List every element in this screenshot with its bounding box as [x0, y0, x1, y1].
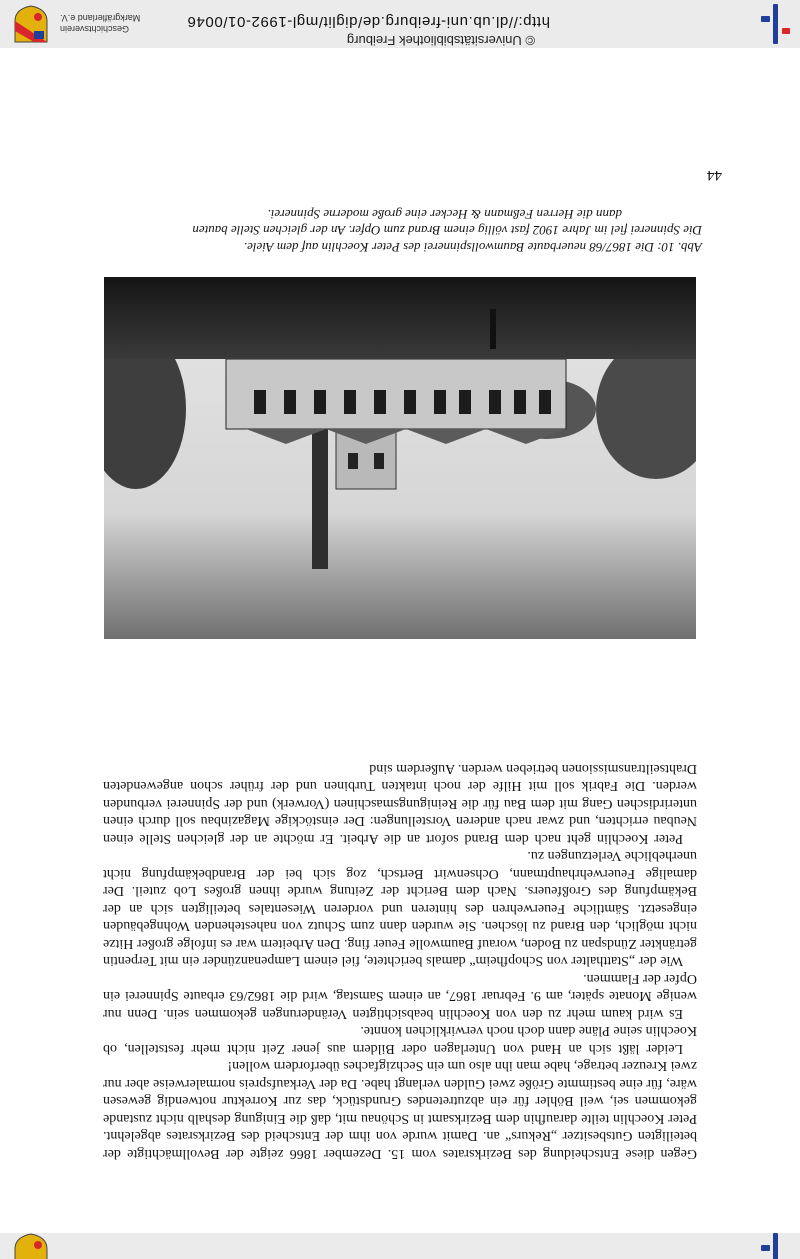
paragraph: Es wird kaum mehr zu den von Koechlin beabsichtigten Veränderungen gekommen sein. Denn nur wenige Monate später, am 9. Februar 1867, an einem Samstag, wird die 1862/63 erbaute Spinnerei ein Opfer der Flammen. [103, 971, 697, 1021]
society-crest-icon [14, 1233, 48, 1259]
library-logo-icon [756, 1233, 790, 1259]
factory-photo [104, 277, 696, 639]
library-logo-icon [756, 4, 790, 44]
library-banner [0, 0, 800, 48]
paragraph: Gegen diese Entscheidung des Bezirksrates vom 15. Dezember 1866 zeigte der Bevollmächtigte der beteiligten Gutsbesitzer „Rekurs“ an. Damit wurde von ihm der Entscheid des Bezirksrates abgelehnt. Peter Koechlin teilte daraufhin dem Bezirksamt in Schönau mit, daß die Einigung deshalb nicht zustande gekommen sei, weil Böhler für ein abzutretendes Grundstück, das zur Korrektur notwendig gewesen wäre, für eine bestimmte Größe zwei Gulden verlangt habe. Da der Verkaufspreis normalerweise aber nur zwei Kreuzer betrage, habe man ihn also um ein Sechzigfaches überfordern wollen! [103, 1058, 697, 1161]
figure-caption: Abb. 10: Die 1867/68 neuerbaute Baumwollspinnerei des Peter Koechlin auf dem Aiele. Die Spinnerei fiel im Jahre 1902 fast völlig einem Brand zum Opfer. An der gleichen Stelle bauten dann die Herren Feßmann & Hecker eine große moderne Spinnerei. [192, 207, 702, 255]
next-page-banner [0, 1233, 800, 1259]
permalink-url[interactable]: http://dl.ub.uni-freiburg.de/diglit/mgl-1992-01/0046 [186, 13, 550, 30]
paragraph: Wie der „Statthalter von Schopfheim“ damals berichtete, fiel einem Lampenanzünder ein mit Terpentin getränkter Zündspan zu Boden, worauf Baumwolle Feuer fing. Den Arbeitern war es infolge großer Hitze nicht möglich, den Brand zu löschen. Sie wurden dann zum Schutz von nahestehenden Wohngebäuden eingesetzt. Sämtliche Feuerwehren des hinteren und vorderen Wiesentales beteiligten sich an der Bekämpfung des Großfeuers. Nach dem Bericht der Zeitung wurde ihnen großes Lob zuteil. Der damalige Feuerwehrhauptmann, Ochsenwirt Bertsch, zog sich bei der Brandbekämpfung nicht unerhebliche Verletzungen zu. [103, 848, 697, 969]
page-number: 44 [707, 167, 722, 183]
society-name: Geschichtsverein Markgräflerland e.V. [60, 13, 141, 34]
body-text [103, 760, 697, 1163]
paragraph: Peter Koechlin geht nach dem Brand sofort an die Arbeit. Er möchte an der gleichen Stelle einen Neubau errichten, und zwar nach anderen Vorstellungen: Der einstöckige Magazinbau soll durch einen unterirdischen Gang mit dem Bau für die Reinigungsmaschinen (Vorwerk) und der Spinnerei verbunden werden. Die Fabrik soll mit Hilfe der noch intakten Turbinen und der früher schon angewendeten Drahtseiltransmissionen betrieben werden. Außerdem sind [103, 761, 697, 846]
copyright-text: © Universitätsbibliothek Freiburg [346, 33, 535, 48]
paragraph: Leider läßt sich an Hand von Unterlagen oder Bildern aus jener Zeit nicht mehr feststellen, ob Koechlin seine Pläne dann doch noch verwirklichen konnte. [103, 1023, 697, 1056]
society-crest-icon [14, 5, 48, 43]
